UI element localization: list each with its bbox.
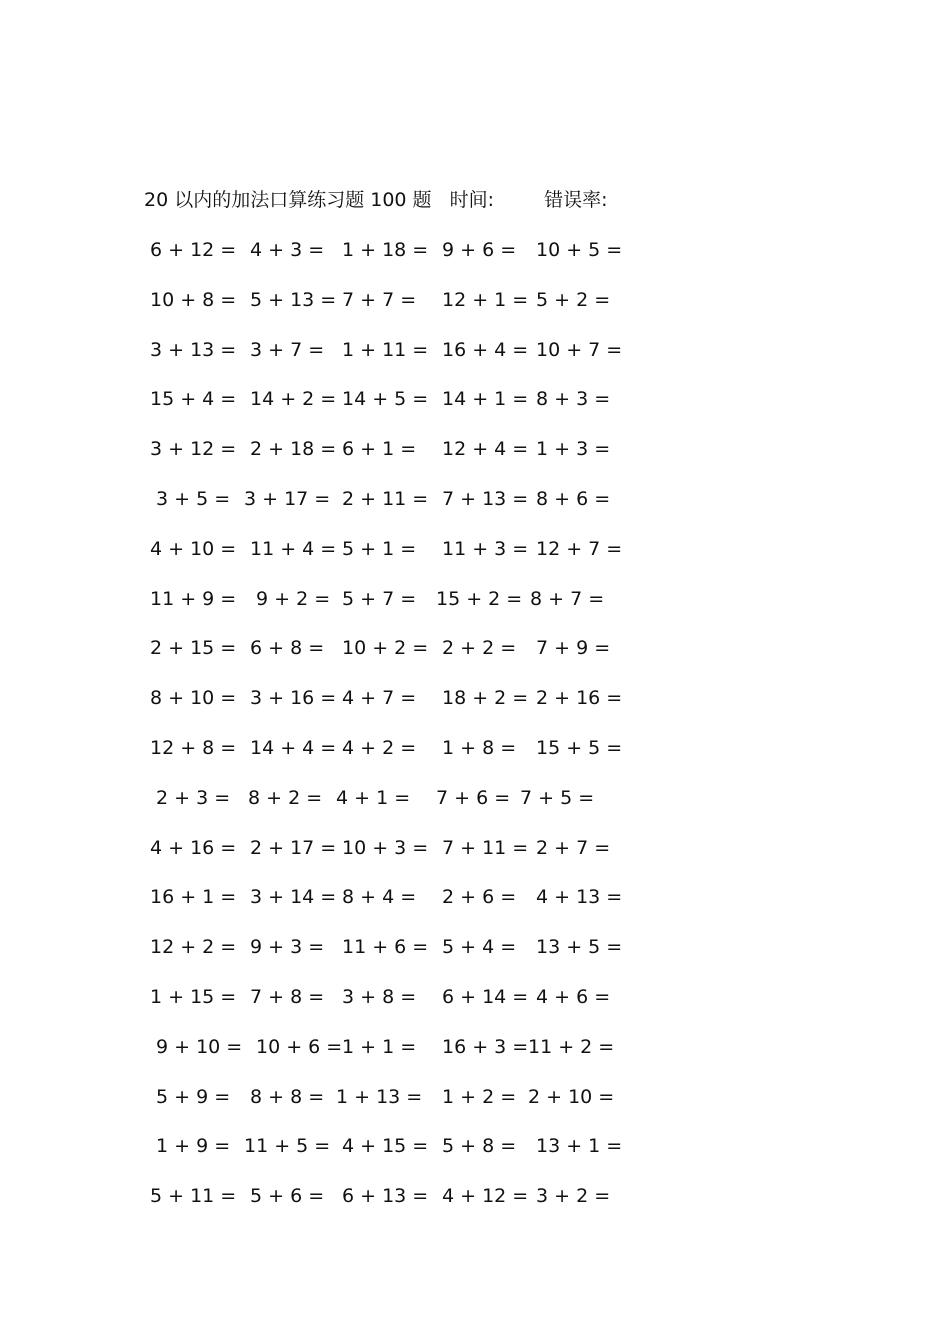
problem-item: 10 + 3 = [342,836,429,859]
problem-item: 10 + 6 = [256,1035,343,1058]
problem-item: 7 + 13 = [442,487,529,510]
problem-item: 5 + 13 = [250,288,337,311]
problem-item: 6 + 14 = [442,985,529,1008]
problem-item: 2 + 18 = [250,438,337,461]
problem-item: 3 + 17 = [244,487,331,510]
problem-item: 3 + 14 = [250,886,337,909]
problem-item: 2 + 11 = [342,487,429,510]
problem-row [150,1132,630,1182]
problem-item: 4 + 10 = [150,537,237,560]
problem-item: 3 + 2 = [536,1185,611,1208]
problem-item: 10 + 5 = [536,239,623,261]
problem-item: 2 + 3 = [156,786,231,809]
worksheet-title: 20 以内的加法口算练习题 100 题 [144,189,432,211]
problem-item: 11 + 3 = [442,537,529,560]
problem-item: 4 + 3 = [250,239,325,261]
problem-item: 2 + 2 = [442,637,517,660]
problem-item: 10 + 2 = [342,637,429,660]
problem-row [150,1182,630,1232]
problem-item: 3 + 13 = [150,338,237,361]
problem-item: 1 + 13 = [336,1085,423,1108]
problem-row [150,933,630,983]
problem-item: 1 + 8 = [442,736,517,759]
problem-row [150,634,630,684]
problem-item: 4 + 15 = [342,1135,429,1158]
problem-row [150,1083,630,1133]
problem-item: 7 + 6 = [436,786,511,809]
problem-item: 5 + 2 = [536,288,611,311]
problem-item: 8 + 6 = [536,487,611,510]
problem-item: 1 + 3 = [536,438,611,461]
problem-item: 3 + 5 = [156,487,231,510]
problem-item: 8 + 2 = [248,786,323,809]
problem-item: 2 + 15 = [150,637,237,660]
problem-row [150,784,630,834]
problem-item: 9 + 10 = [156,1035,243,1058]
problem-item: 11 + 5 = [244,1135,331,1158]
problem-item: 6 + 8 = [250,637,325,660]
problem-item: 14 + 4 = [250,736,337,759]
time-label: 时间: [449,189,495,211]
problem-item: 16 + 1 = [150,886,237,909]
problem-item: 5 + 4 = [442,936,517,959]
problem-item: 7 + 11 = [442,836,529,859]
problem-item: 15 + 5 = [536,736,623,759]
problem-item: 9 + 6 = [442,239,517,261]
problem-row [150,286,630,336]
problem-item: 1 + 2 = [442,1085,517,1108]
problem-item: 3 + 12 = [150,438,237,461]
problem-item: 3 + 8 = [342,985,417,1008]
problem-item: 5 + 1 = [342,537,417,560]
problem-item: 18 + 2 = [442,687,529,710]
error-rate-label: 错误率: [544,189,608,211]
problem-item: 12 + 7 = [536,537,623,560]
problem-row [150,983,630,1033]
problem-item: 13 + 1 = [536,1135,623,1158]
problem-item: 16 + 3 = [442,1035,529,1058]
problem-item: 4 + 16 = [150,836,237,859]
problem-item: 8 + 3 = [536,388,611,411]
problem-item: 12 + 4 = [442,438,529,461]
problem-item: 4 + 2 = [342,736,417,759]
problem-row [150,1033,630,1083]
problem-item: 2 + 7 = [536,836,611,859]
problem-item: 2 + 10 = [528,1085,615,1108]
problem-item: 9 + 3 = [250,936,325,959]
problem-item: 7 + 8 = [250,985,325,1008]
problem-item: 4 + 1 = [336,786,411,809]
problem-item: 10 + 7 = [536,338,623,361]
problem-item: 5 + 7 = [342,587,417,610]
problem-item: 7 + 9 = [536,637,611,660]
problem-item: 2 + 17 = [250,836,337,859]
problem-item: 4 + 12 = [442,1185,529,1208]
problem-item: 5 + 9 = [156,1085,231,1108]
problem-item: 2 + 6 = [442,886,517,909]
problem-item: 1 + 11 = [342,338,429,361]
problem-item: 12 + 8 = [150,736,237,759]
problem-item: 12 + 1 = [442,288,529,311]
problem-item: 5 + 8 = [442,1135,517,1158]
problem-item: 11 + 9 = [150,587,237,610]
problem-row [150,236,630,286]
problem-item: 11 + 2 = [528,1035,615,1058]
problem-item: 11 + 4 = [250,537,337,560]
problem-item: 6 + 12 = [150,239,237,261]
problem-item: 5 + 11 = [150,1185,237,1208]
problem-item: 10 + 8 = [150,288,237,311]
problem-row [150,585,630,635]
problem-item: 15 + 2 = [436,587,523,610]
problem-item: 1 + 1 = [342,1035,417,1058]
problem-item: 8 + 4 = [342,886,417,909]
problem-item: 6 + 1 = [342,438,417,461]
problem-item: 8 + 10 = [150,687,237,710]
problem-item: 5 + 6 = [250,1185,325,1208]
problem-item: 13 + 5 = [536,936,623,959]
problem-item: 9 + 2 = [256,587,331,610]
problem-item: 1 + 15 = [150,985,237,1008]
problem-item: 1 + 9 = [156,1135,231,1158]
problem-item: 14 + 5 = [342,388,429,411]
problem-item: 8 + 7 = [530,587,605,610]
problem-item: 14 + 2 = [250,388,337,411]
problem-row [150,684,630,734]
problem-row [150,435,630,485]
problem-row [150,485,630,535]
problem-row [150,385,630,435]
problem-item: 2 + 16 = [536,687,623,710]
problem-item: 4 + 7 = [342,687,417,710]
problem-row [150,535,630,585]
problem-row [150,883,630,933]
problem-item: 8 + 8 = [250,1085,325,1108]
problem-item: 6 + 13 = [342,1185,429,1208]
problem-item: 14 + 1 = [442,388,529,411]
problem-item: 7 + 5 = [520,786,595,809]
problem-grid [150,236,630,1232]
problem-item: 3 + 7 = [250,338,325,361]
worksheet-header [144,186,607,214]
problem-item: 7 + 7 = [342,288,417,311]
problem-item: 1 + 18 = [342,239,429,261]
problem-item: 11 + 6 = [342,936,429,959]
problem-item: 3 + 16 = [250,687,337,710]
problem-item: 4 + 6 = [536,985,611,1008]
problem-item: 15 + 4 = [150,388,237,411]
problem-row [150,834,630,884]
problem-row [150,336,630,386]
problem-item: 16 + 4 = [442,338,529,361]
problem-row [150,734,630,784]
problem-item: 12 + 2 = [150,936,237,959]
problem-item: 4 + 13 = [536,886,623,909]
